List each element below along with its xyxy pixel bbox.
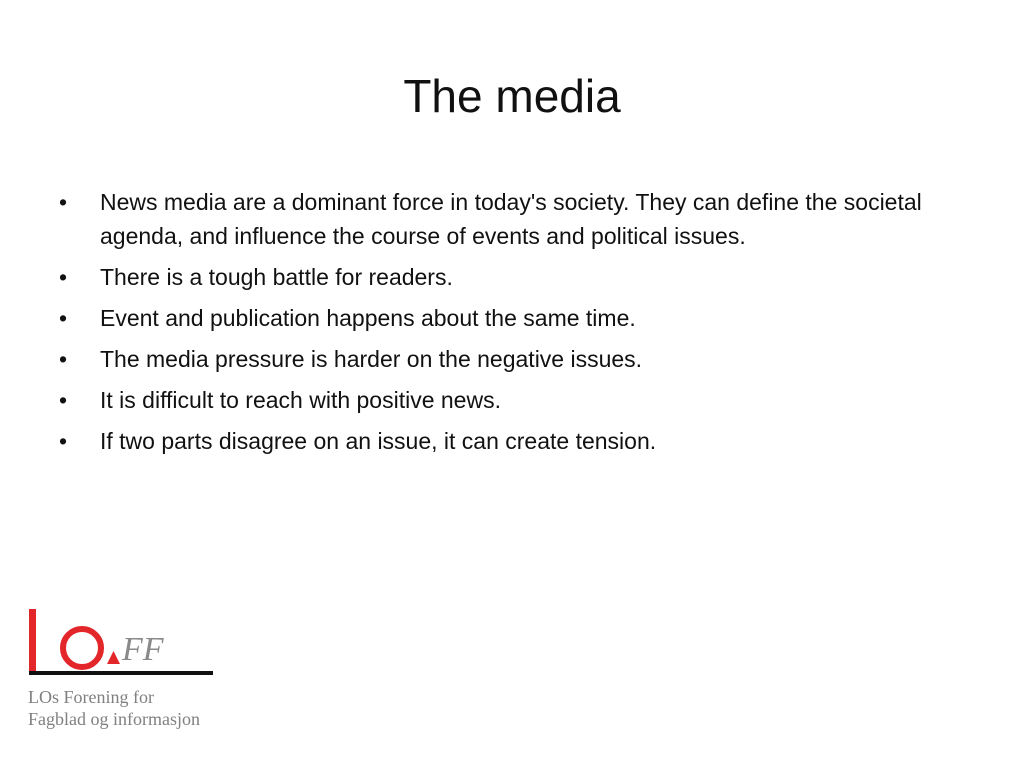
lo-ff-logo-mark xyxy=(26,604,226,684)
bullet-item xyxy=(56,342,956,376)
bullet-icon: • xyxy=(59,428,68,454)
slide-title: The media xyxy=(403,70,621,122)
bullet-item xyxy=(56,185,956,253)
bullet-item xyxy=(56,424,956,458)
bullet-text: News media are a dominant force in today's society. They can define the societal agenda, and influence the course of events and political issues. xyxy=(100,189,922,249)
logo-caption-line1: LOs Forening for xyxy=(28,687,154,707)
bullet-text: Event and publication happens about the same time. xyxy=(100,305,636,331)
bullet-item xyxy=(56,383,956,417)
bullet-item xyxy=(56,301,956,335)
bullet-icon: • xyxy=(59,387,68,413)
bullet-icon: • xyxy=(59,189,68,215)
logo-letter-l xyxy=(29,609,36,671)
logo-suffix: FF xyxy=(122,631,164,668)
lo-ff-logo xyxy=(26,604,226,744)
logo-triangle-icon xyxy=(107,651,120,664)
bullet-text: If two parts disagree on an issue, it can create tension. xyxy=(100,428,657,454)
logo-letter-o xyxy=(63,629,101,667)
bullet-text: It is difficult to reach with positive news. xyxy=(100,387,501,413)
bullet-text: The media pressure is harder on the negative issues. xyxy=(100,346,643,372)
logo-rule xyxy=(29,671,213,675)
bullet-text: There is a tough battle for readers. xyxy=(100,264,453,290)
bullet-icon: • xyxy=(59,346,68,372)
bullet-icon: • xyxy=(59,264,68,290)
logo-caption xyxy=(28,686,200,730)
bullet-item xyxy=(56,260,956,294)
bullet-list xyxy=(56,185,956,465)
logo-caption-line2: Fagblad og informasjon xyxy=(28,709,200,729)
bullet-icon: • xyxy=(59,305,68,331)
